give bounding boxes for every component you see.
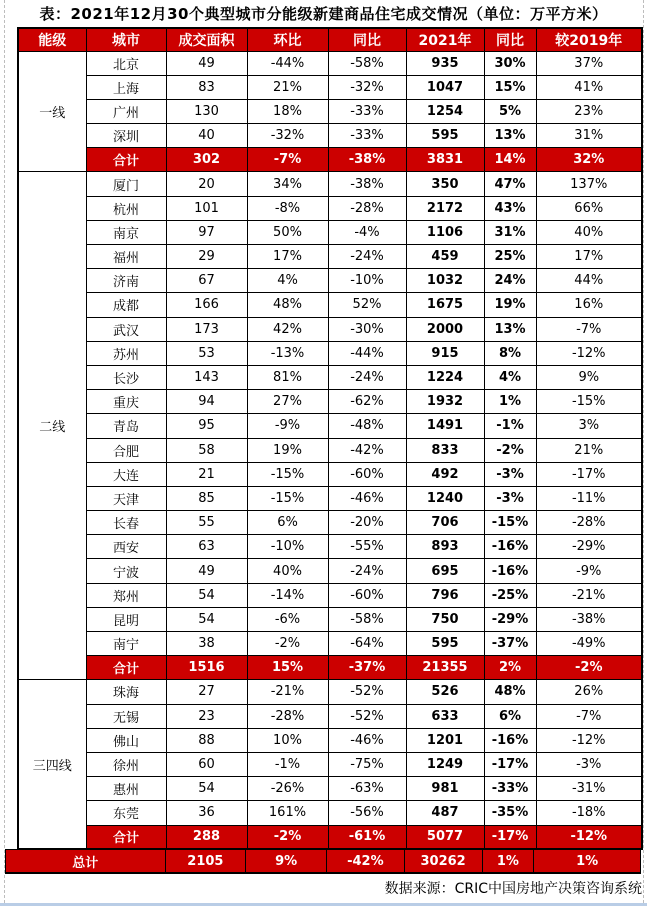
city-cell: 东莞	[86, 801, 166, 825]
value-cell: -32%	[328, 75, 406, 99]
value-cell: -28%	[328, 196, 406, 220]
city-cell: 福州	[86, 245, 166, 269]
subtotal-value-cell: 32%	[536, 148, 642, 172]
subtotal-value-cell: 14%	[484, 148, 536, 172]
value-cell: 17%	[536, 245, 642, 269]
value-cell: -38%	[328, 172, 406, 196]
tier-cell: 一线	[18, 51, 86, 172]
value-cell: -28%	[536, 511, 642, 535]
table-row	[18, 752, 642, 776]
value-cell: 1932	[406, 390, 484, 414]
subtotal-value-cell: 21355	[406, 656, 484, 680]
value-cell: -12%	[536, 341, 642, 365]
table-row	[18, 438, 642, 462]
value-cell: 15%	[484, 75, 536, 99]
value-cell: 166	[166, 293, 247, 317]
city-cell: 上海	[86, 75, 166, 99]
table-row	[18, 414, 642, 438]
value-cell: -15%	[247, 462, 328, 486]
value-cell: 94	[166, 390, 247, 414]
value-cell: 23%	[536, 99, 642, 123]
value-cell: 833	[406, 438, 484, 462]
table-row	[18, 124, 642, 148]
value-cell: -3%	[484, 462, 536, 486]
city-cell: 深圳	[86, 124, 166, 148]
col-header-year-2021: 2021年	[406, 28, 484, 51]
value-cell: -11%	[536, 486, 642, 510]
value-cell: 595	[406, 632, 484, 656]
value-cell: 350	[406, 172, 484, 196]
value-cell: 17%	[247, 245, 328, 269]
value-cell: 6%	[247, 511, 328, 535]
table-row	[18, 172, 642, 196]
value-cell: -10%	[328, 269, 406, 293]
value-cell: 40%	[536, 220, 642, 244]
value-cell: -7%	[536, 704, 642, 728]
table-row	[18, 704, 642, 728]
subtotal-value-cell: -17%	[484, 825, 536, 849]
value-cell: 2172	[406, 196, 484, 220]
value-cell: 1%	[484, 390, 536, 414]
value-cell: 23	[166, 704, 247, 728]
value-cell: 5%	[484, 99, 536, 123]
table-row	[18, 245, 642, 269]
total-value-cell: 30262	[405, 850, 483, 872]
table-row	[18, 680, 642, 704]
city-cell: 杭州	[86, 196, 166, 220]
value-cell: 43%	[484, 196, 536, 220]
value-cell: -52%	[328, 704, 406, 728]
city-cell: 珠海	[86, 680, 166, 704]
value-cell: -24%	[328, 365, 406, 389]
value-cell: -33%	[328, 124, 406, 148]
total-row	[5, 849, 641, 874]
value-cell: 49	[166, 51, 247, 75]
value-cell: -2%	[484, 438, 536, 462]
table-row	[18, 607, 642, 631]
value-cell: -16%	[484, 728, 536, 752]
value-cell: -56%	[328, 801, 406, 825]
value-cell: 44%	[536, 269, 642, 293]
value-cell: 97	[166, 220, 247, 244]
value-cell: 9%	[536, 365, 642, 389]
table-row	[18, 728, 642, 752]
value-cell: 48%	[484, 680, 536, 704]
table-row	[18, 365, 642, 389]
value-cell: 60	[166, 752, 247, 776]
subtotal-value-cell: 2%	[484, 656, 536, 680]
value-cell: 633	[406, 704, 484, 728]
subtotal-value-cell: -12%	[536, 825, 642, 849]
value-cell: -3%	[484, 486, 536, 510]
value-cell: -52%	[328, 680, 406, 704]
table-row	[18, 559, 642, 583]
value-cell: 1240	[406, 486, 484, 510]
value-cell: -1%	[247, 752, 328, 776]
value-cell: -7%	[536, 317, 642, 341]
value-cell: -60%	[328, 583, 406, 607]
city-cell: 厦门	[86, 172, 166, 196]
subtotal-value-cell: 3831	[406, 148, 484, 172]
city-cell: 郑州	[86, 583, 166, 607]
value-cell: -8%	[247, 196, 328, 220]
value-cell: -46%	[328, 728, 406, 752]
value-cell: 58	[166, 438, 247, 462]
value-cell: 6%	[484, 704, 536, 728]
value-cell: -16%	[484, 535, 536, 559]
value-cell: -9%	[247, 414, 328, 438]
value-cell: -38%	[536, 607, 642, 631]
value-cell: -37%	[484, 632, 536, 656]
page-title: 表：2021年12月30个典型城市分能级新建商品住宅成交情况（单位：万平方米）	[39, 5, 608, 23]
city-cell: 南京	[86, 220, 166, 244]
col-header-vs-2019: 较2019年	[536, 28, 642, 51]
city-cell: 长沙	[86, 365, 166, 389]
value-cell: -18%	[536, 801, 642, 825]
city-cell: 济南	[86, 269, 166, 293]
value-cell: -63%	[328, 777, 406, 801]
value-cell: 95	[166, 414, 247, 438]
value-cell: -2%	[247, 632, 328, 656]
col-header-city: 城市	[86, 28, 166, 51]
city-cell: 长春	[86, 511, 166, 535]
value-cell: 88	[166, 728, 247, 752]
value-cell: 1032	[406, 269, 484, 293]
table-row	[18, 801, 642, 825]
page-break-line-right	[643, 0, 644, 903]
value-cell: 18%	[247, 99, 328, 123]
value-cell: 750	[406, 607, 484, 631]
value-cell: -21%	[536, 583, 642, 607]
value-cell: 101	[166, 196, 247, 220]
value-cell: -35%	[484, 801, 536, 825]
value-cell: 13%	[484, 124, 536, 148]
value-cell: -13%	[247, 341, 328, 365]
total-value-cell: 1%	[483, 850, 535, 872]
city-cell: 合肥	[86, 438, 166, 462]
value-cell: -62%	[328, 390, 406, 414]
value-cell: 459	[406, 245, 484, 269]
subtotal-value-cell: -2%	[536, 656, 642, 680]
value-cell: 935	[406, 51, 484, 75]
value-cell: 40	[166, 124, 247, 148]
city-cell: 北京	[86, 51, 166, 75]
value-cell: 1254	[406, 99, 484, 123]
value-cell: -29%	[536, 535, 642, 559]
subtotal-value-cell: -61%	[328, 825, 406, 849]
value-cell: 26%	[536, 680, 642, 704]
value-cell: -10%	[247, 535, 328, 559]
value-cell: -26%	[247, 777, 328, 801]
city-cell: 西安	[86, 535, 166, 559]
data-source-note: 数据来源：CRIC中国房地产决策咨询系统	[384, 881, 642, 897]
value-cell: 130	[166, 99, 247, 123]
table-row	[18, 462, 642, 486]
value-cell: -44%	[328, 341, 406, 365]
value-cell: -15%	[536, 390, 642, 414]
tier-cell: 二线	[18, 172, 86, 680]
value-cell: 19%	[484, 293, 536, 317]
value-cell: -24%	[328, 559, 406, 583]
subtotal-value-cell: -2%	[247, 825, 328, 849]
data-table	[17, 27, 643, 850]
table-row	[18, 269, 642, 293]
city-cell: 无锡	[86, 704, 166, 728]
value-cell: -6%	[247, 607, 328, 631]
value-cell: 695	[406, 559, 484, 583]
value-cell: -15%	[484, 511, 536, 535]
value-cell: -15%	[247, 486, 328, 510]
subtotal-label-cell: 合计	[86, 656, 166, 680]
city-cell: 天津	[86, 486, 166, 510]
city-cell: 惠州	[86, 777, 166, 801]
subtotal-value-cell: -7%	[247, 148, 328, 172]
value-cell: -75%	[328, 752, 406, 776]
value-cell: 3%	[536, 414, 642, 438]
value-cell: -58%	[328, 51, 406, 75]
total-value-cell: 1%	[576, 853, 599, 869]
value-cell: 66%	[536, 196, 642, 220]
total-value-cell: 9%	[246, 850, 327, 872]
subtotal-label-cell: 合计	[86, 825, 166, 849]
value-cell: 63	[166, 535, 247, 559]
value-cell: 54	[166, 777, 247, 801]
table-body	[18, 51, 642, 849]
value-cell: 1491	[406, 414, 484, 438]
value-cell: 36	[166, 801, 247, 825]
col-header-mom: 环比	[247, 28, 328, 51]
city-cell: 宁波	[86, 559, 166, 583]
value-cell: 161%	[247, 801, 328, 825]
value-cell: 1047	[406, 75, 484, 99]
value-cell: -44%	[247, 51, 328, 75]
table-row	[18, 99, 642, 123]
value-cell: 13%	[484, 317, 536, 341]
value-cell: 37%	[536, 51, 642, 75]
value-cell: 981	[406, 777, 484, 801]
value-cell: 38	[166, 632, 247, 656]
value-cell: -20%	[328, 511, 406, 535]
value-cell: 21%	[536, 438, 642, 462]
value-cell: 49	[166, 559, 247, 583]
value-cell: -24%	[328, 245, 406, 269]
table-row	[18, 632, 642, 656]
value-cell: -49%	[536, 632, 642, 656]
value-cell: 19%	[247, 438, 328, 462]
city-cell: 武汉	[86, 317, 166, 341]
subtotal-label-cell: 合计	[86, 148, 166, 172]
value-cell: -32%	[247, 124, 328, 148]
header-row	[18, 28, 642, 51]
value-cell: -28%	[247, 704, 328, 728]
table-row	[18, 293, 642, 317]
value-cell: 2000	[406, 317, 484, 341]
subtotal-value-cell: -37%	[328, 656, 406, 680]
value-cell: 173	[166, 317, 247, 341]
value-cell: -21%	[247, 680, 328, 704]
table-header	[18, 28, 642, 51]
city-cell: 青岛	[86, 414, 166, 438]
city-cell: 昆明	[86, 607, 166, 631]
city-cell: 佛山	[86, 728, 166, 752]
value-cell: -12%	[536, 728, 642, 752]
city-cell: 广州	[86, 99, 166, 123]
table-row	[18, 390, 642, 414]
subtotal-value-cell: 5077	[406, 825, 484, 849]
value-cell: 595	[406, 124, 484, 148]
value-cell: 55	[166, 511, 247, 535]
value-cell: 24%	[484, 269, 536, 293]
table-row	[18, 341, 642, 365]
value-cell: 31%	[484, 220, 536, 244]
value-cell: 21	[166, 462, 247, 486]
value-cell: 27	[166, 680, 247, 704]
value-cell: -31%	[536, 777, 642, 801]
value-cell: 83	[166, 75, 247, 99]
total-value-cell: -42%	[327, 850, 405, 872]
value-cell: 1675	[406, 293, 484, 317]
value-cell: 34%	[247, 172, 328, 196]
value-cell: 1201	[406, 728, 484, 752]
value-cell: 48%	[247, 293, 328, 317]
value-cell: -42%	[328, 438, 406, 462]
col-header-yoy-annual: 同比	[484, 28, 536, 51]
value-cell: 1224	[406, 365, 484, 389]
value-cell: 1106	[406, 220, 484, 244]
value-cell: -9%	[536, 559, 642, 583]
city-cell: 大连	[86, 462, 166, 486]
value-cell: 1249	[406, 752, 484, 776]
city-cell: 成都	[86, 293, 166, 317]
value-cell: 487	[406, 801, 484, 825]
value-cell: -17%	[536, 462, 642, 486]
table-row	[18, 511, 642, 535]
value-cell: 47%	[484, 172, 536, 196]
table-row	[18, 317, 642, 341]
table-row	[18, 486, 642, 510]
value-cell: -58%	[328, 607, 406, 631]
value-cell: 915	[406, 341, 484, 365]
value-cell: 50%	[247, 220, 328, 244]
value-cell: 16%	[536, 293, 642, 317]
total-value-cell: 2105	[166, 850, 247, 872]
subtotal-row	[18, 825, 642, 849]
value-cell: 54	[166, 583, 247, 607]
value-cell: -60%	[328, 462, 406, 486]
table-row	[18, 51, 642, 75]
value-cell: -64%	[328, 632, 406, 656]
value-cell: -55%	[328, 535, 406, 559]
table-row	[18, 75, 642, 99]
value-cell: 25%	[484, 245, 536, 269]
value-cell: -33%	[328, 99, 406, 123]
value-cell: -16%	[484, 559, 536, 583]
value-cell: -48%	[328, 414, 406, 438]
subtotal-value-cell: 302	[166, 148, 247, 172]
city-cell: 重庆	[86, 390, 166, 414]
value-cell: 31%	[536, 124, 642, 148]
value-cell: 27%	[247, 390, 328, 414]
value-cell: 492	[406, 462, 484, 486]
value-cell: 796	[406, 583, 484, 607]
value-cell: 137%	[536, 172, 642, 196]
value-cell: 143	[166, 365, 247, 389]
value-cell: 81%	[247, 365, 328, 389]
subtotal-row	[18, 656, 642, 680]
value-cell: 30%	[484, 51, 536, 75]
subtotal-value-cell: 1516	[166, 656, 247, 680]
value-cell: 4%	[247, 269, 328, 293]
value-cell: 85	[166, 486, 247, 510]
page-break-line-left	[4, 0, 5, 903]
value-cell: -14%	[247, 583, 328, 607]
value-cell: 893	[406, 535, 484, 559]
table-row	[18, 535, 642, 559]
city-cell: 徐州	[86, 752, 166, 776]
value-cell: 706	[406, 511, 484, 535]
value-cell: -1%	[484, 414, 536, 438]
value-cell: 526	[406, 680, 484, 704]
value-cell: 41%	[536, 75, 642, 99]
table-row	[18, 777, 642, 801]
subtotal-value-cell: -38%	[328, 148, 406, 172]
city-cell: 苏州	[86, 341, 166, 365]
total-label-cell: 总计	[6, 850, 166, 872]
value-cell: 42%	[247, 317, 328, 341]
value-cell: 21%	[247, 75, 328, 99]
value-cell: 20	[166, 172, 247, 196]
col-header-area: 成交面积	[166, 28, 247, 51]
value-cell: -4%	[328, 220, 406, 244]
table-row	[18, 583, 642, 607]
subtotal-row	[18, 148, 642, 172]
subtotal-value-cell: 15%	[247, 656, 328, 680]
value-cell: -30%	[328, 317, 406, 341]
table-row	[18, 220, 642, 244]
value-cell: -3%	[536, 752, 642, 776]
value-cell: 54	[166, 607, 247, 631]
value-cell: -17%	[484, 752, 536, 776]
table-row	[18, 196, 642, 220]
value-cell: -25%	[484, 583, 536, 607]
tier-cell: 三四线	[18, 680, 86, 849]
col-header-tier: 能级	[18, 28, 86, 51]
value-cell: 4%	[484, 365, 536, 389]
value-cell: 10%	[247, 728, 328, 752]
value-cell: -29%	[484, 607, 536, 631]
value-cell: -46%	[328, 486, 406, 510]
subtotal-value-cell: 288	[166, 825, 247, 849]
col-header-yoy: 同比	[328, 28, 406, 51]
value-cell: -33%	[484, 777, 536, 801]
value-cell: 40%	[247, 559, 328, 583]
value-cell: 52%	[328, 293, 406, 317]
value-cell: 29	[166, 245, 247, 269]
value-cell: 67	[166, 269, 247, 293]
value-cell: 53	[166, 341, 247, 365]
value-cell: 8%	[484, 341, 536, 365]
city-cell: 南宁	[86, 632, 166, 656]
